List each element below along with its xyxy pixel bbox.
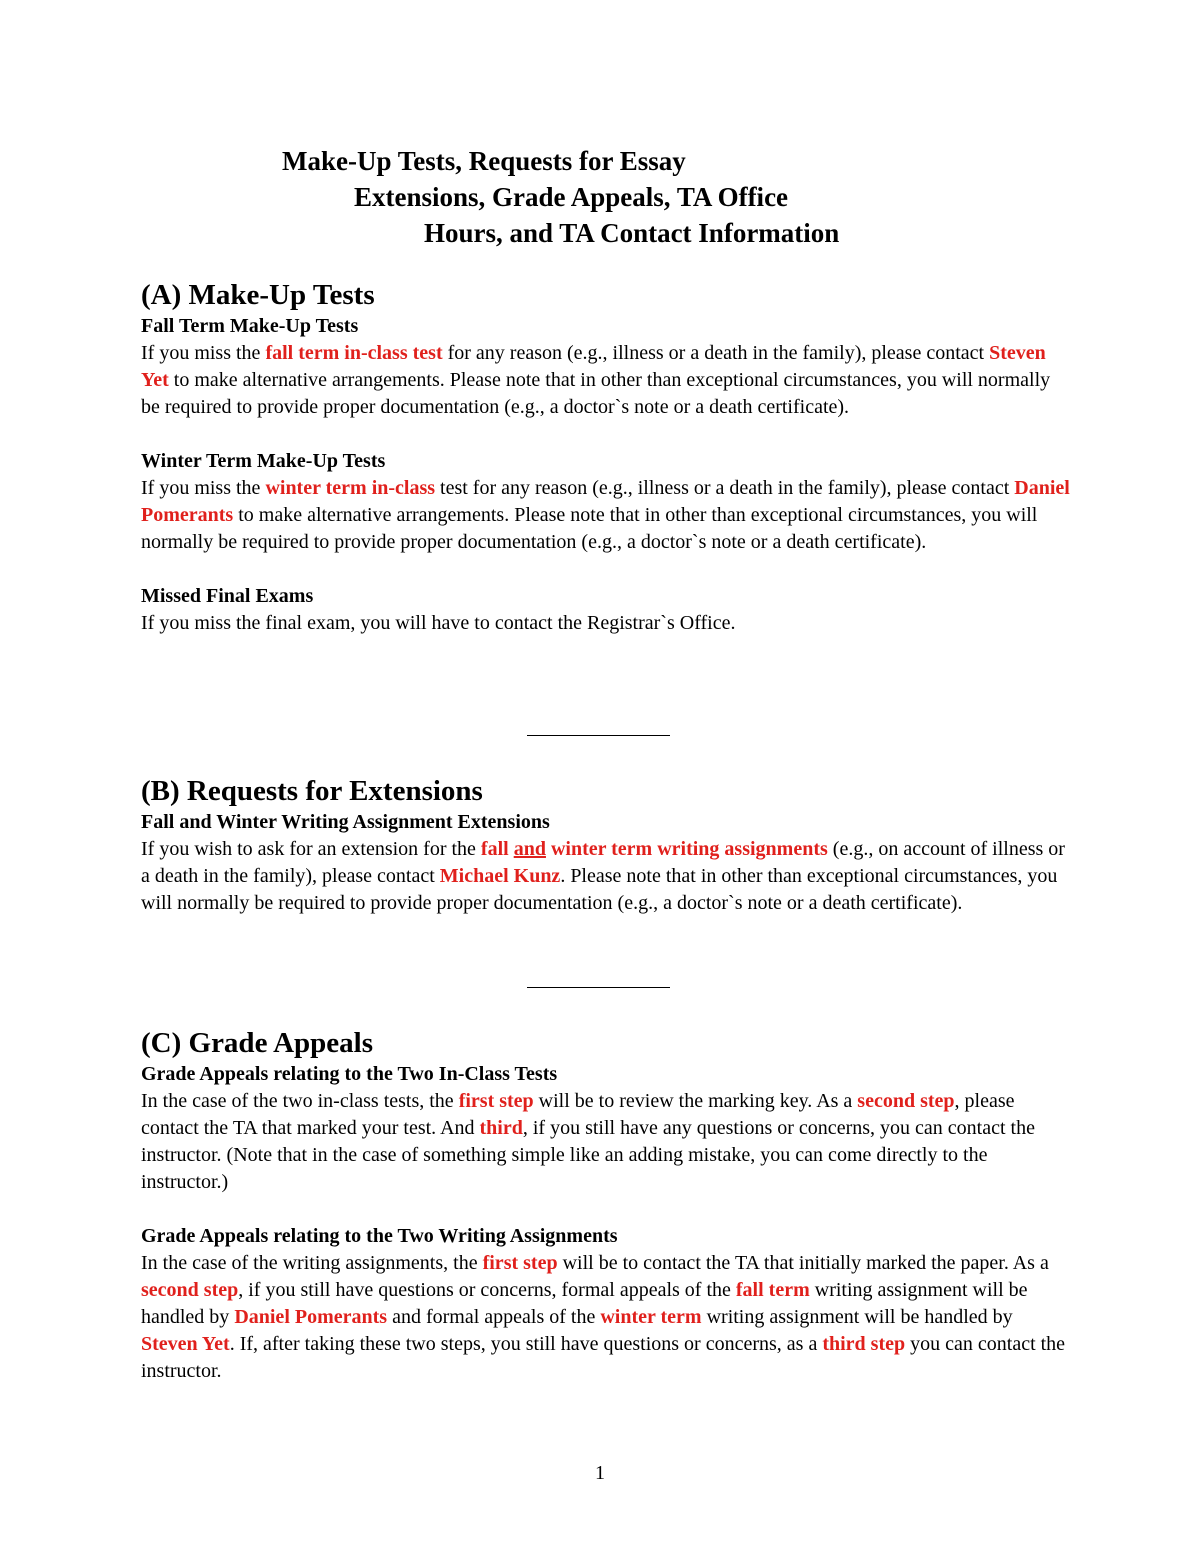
section-heading: (A) Make-Up Tests [141, 279, 375, 311]
highlight-contact-name: Daniel Pomerants [141, 477, 1070, 526]
text: (e.g., on account of illness or a death in the family), please contact [141, 838, 1065, 887]
text: . If, after taking these two steps, you still have questions or concerns, as a [229, 1333, 823, 1355]
text: In the case of the writing assignments, the [141, 1252, 483, 1274]
title-line-2: Extensions, Grade Appeals, TA Office [354, 182, 789, 212]
text: In the case of the two in-class tests, the [141, 1090, 459, 1112]
highlight: first step [458, 1090, 534, 1112]
text: and formal appeals of the [387, 1306, 601, 1328]
section-divider [527, 987, 670, 988]
highlight: fall [480, 838, 514, 860]
highlight-underlined: and [513, 838, 546, 860]
highlight-contact-name: Daniel Pomerants [234, 1306, 388, 1328]
text: writing assignment will be handled by [141, 1279, 1028, 1328]
page-number: 1 [595, 1462, 605, 1484]
highlight-contact-name: Steven Yet [141, 342, 1046, 391]
section-heading: (B) Requests for Extensions [141, 775, 483, 807]
highlight: second step [141, 1279, 239, 1301]
subheading-missed-final: Missed Final Exams [141, 585, 314, 607]
section-extensions [141, 773, 1071, 917]
text: , if you still have questions or concerns, formal appeals of the [238, 1279, 736, 1301]
title-line-3: Hours, and TA Contact Information [424, 218, 840, 248]
section-make-up-tests [141, 277, 1071, 637]
section-heading: (C) Grade Appeals [141, 1027, 373, 1059]
text: to make alternative arrangements. Please note that in other than exceptional circumstances, you will normally be required to provide proper documentation (e.g., a doctor`s note or a death certificate). [141, 369, 1051, 418]
highlight-contact-name: Steven Yet [141, 1333, 230, 1355]
highlight: fall term [735, 1279, 810, 1301]
subheading-winter-term: Winter Term Make-Up Tests [141, 450, 386, 472]
section-divider [527, 735, 670, 736]
text: If you miss the [141, 477, 266, 499]
text: will be to review the marking key. As a [533, 1090, 858, 1112]
subheading-in-class-tests: Grade Appeals relating to the Two In-Class Tests [141, 1063, 558, 1085]
highlight: second step [857, 1090, 955, 1112]
subheading-extensions: Fall and Winter Writing Assignment Extensions [141, 811, 550, 833]
paragraph-extensions [141, 836, 1071, 917]
highlight: third step [822, 1333, 906, 1355]
highlight: third [479, 1117, 523, 1139]
subheading-fall-term: Fall Term Make-Up Tests [141, 315, 359, 337]
text: writing assignment will be handled by [701, 1306, 1013, 1328]
text: to make alternative arrangements. Please note that in other than exceptional circumstances, you will normally be required to provide proper documentation (e.g., a doctor`s note or a death certificate). [141, 504, 1038, 553]
text: for any reason (e.g., illness or a death in the family), please contact [442, 342, 990, 364]
text: , if you still have any questions or concerns, you can contact the instructor. (Note that in the case of something simple like an adding mistake, you can come directly to the instructor.) [141, 1117, 1035, 1193]
text: If you miss the [141, 342, 266, 364]
paragraph-writing-assignments [141, 1250, 1071, 1385]
highlight: winter term in-class [265, 477, 436, 499]
paragraph-missed-final: If you miss the final exam, you will have to contact the Registrar`s Office. [141, 612, 736, 634]
highlight: first step [482, 1252, 558, 1274]
section-grade-appeals [141, 1025, 1071, 1385]
title-line-1: Make-Up Tests, Requests for Essay [282, 146, 686, 176]
paragraph-in-class-tests [141, 1088, 1071, 1196]
text: , please contact the TA that marked your test. And [141, 1090, 1015, 1139]
highlight: winter term [600, 1306, 702, 1328]
paragraph-winter-term [141, 475, 1071, 556]
subheading-writing-assignments: Grade Appeals relating to the Two Writing Assignments [141, 1225, 618, 1247]
highlight: fall term in-class test [265, 342, 443, 364]
text: . Please note that in other than exceptional circumstances, you will normally be required to provide proper documentation (e.g., a doctor`s note or a death certificate). [141, 865, 1058, 914]
text: you can contact the instructor. [141, 1333, 1066, 1382]
highlight-contact-name: Michael Kunz [439, 865, 561, 887]
text: will be to contact the TA that initially marked the paper. As a [557, 1252, 1049, 1274]
highlight: winter term writing assignments [545, 838, 828, 860]
text: If you wish to ask for an extension for the [141, 838, 481, 860]
text: test for any reason (e.g., illness or a death in the family), please contact [435, 477, 1015, 499]
paragraph-fall-term [141, 340, 1071, 421]
